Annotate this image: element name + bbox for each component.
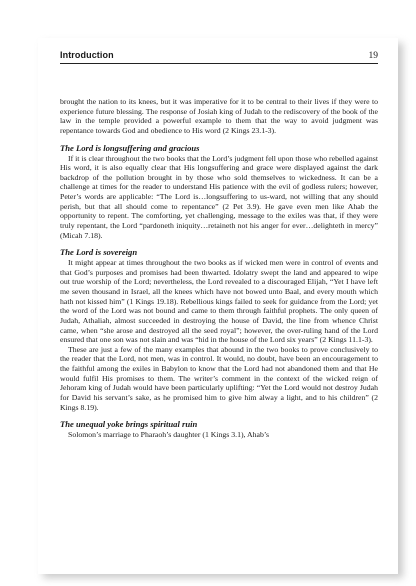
paragraph-sovereign-2: These are just a few of the many examples that abound in the two books to prove conclusively to the reader that the Lord, not men, was in control. It would, no doubt, have been an encouragement to the faithful among the exiles in Babylon to know that the Lord had not abandoned them and that He would fulfil His promises to them. The writer’s comment in the context of the wicked reign of Jehoram king of Judah would have been particularly uplifting: “Yet the Lord would not destroy Judah for David his servant’s sake, as he promised him to give him alway a light, and to his children” (2 Kings 8.19). <box>60 344 378 412</box>
section-heading-unequal-yoke: The unequal yoke brings spiritual ruin <box>60 419 198 430</box>
chapter-title: Introduction <box>60 50 114 60</box>
page-number: 19 <box>368 51 378 61</box>
intro-paragraph: brought the nation to its knees, but it was imperative for it to be central to their lives if they were to experience future blessing. The response of Josiah king of Judah to the rediscovery of the book of the law in the temple provided a powerful example to them that the way to avoid judgment was repentance towards God and obedience to His word (2 Kings 23.1-3). <box>60 97 378 135</box>
section-heading-sovereign: The Lord is sovereign <box>60 247 138 258</box>
paragraph-sovereign-1: It might appear at times throughout the two books as if wicked men were in control of events and that God’s purposes and promises had been thwarted. Idolatry swept the land and appeared to wipe out true worship of the Lord; nevertheless, the Lord revealed to a discouraged Elijah, “Yet I have left me seven thousand in Israel, all the knees which have not bowed unto Baal, and every mouth which hath not kissed him” (1 Kings 19.18). Rebellious kings failed to seek for guidance from the Lord; yet the word of the Lord was not bound and came to them through faithful prophets. The only queen of Judah, Athaliah, almost succeeded in destroying the house of David, the line from whence Christ came, when “she arose and destroyed all the seed royal”; however, the over-ruling hand of the Lord ensured that one son was not slain and was “hid in the house of the Lord six years” (2 Kings 11.1-3). <box>60 258 378 345</box>
paragraph-unequal-yoke: Solomon’s marriage to Pharaoh’s daughter (1 Kings 3.1), Ahab’s <box>68 430 270 440</box>
section-heading-longsuffering: The Lord is longsuffering and gracious <box>60 142 200 153</box>
paragraph-longsuffering: If it is clear throughout the two books that the Lord’s judgment fell upon those who rebelled against His word, it is also equally clear that His longsuffering and grace were displayed against the dark backdrop of the pollution brought in by those who sold themselves to wickedness. It can be a challenge at times for the reader to understand His patience with the evil of godless rulers; however, Peter’s words are applicable: “The Lord is…longsuffering to us-ward, not willing that any should perish, but that all should come to repentance” (2 Pet 3.9). He gave even men like Ahab the opportunity to repent. The comforting, yet challenging, message to the exiles was that, if they were truly repentant, the Lord “pardoneth iniquity…retaineth not his anger for ever…delighteth in mercy” (Micah 7.18). <box>60 153 378 240</box>
book-page <box>38 38 398 574</box>
running-header <box>60 50 378 64</box>
body-text <box>60 97 378 440</box>
